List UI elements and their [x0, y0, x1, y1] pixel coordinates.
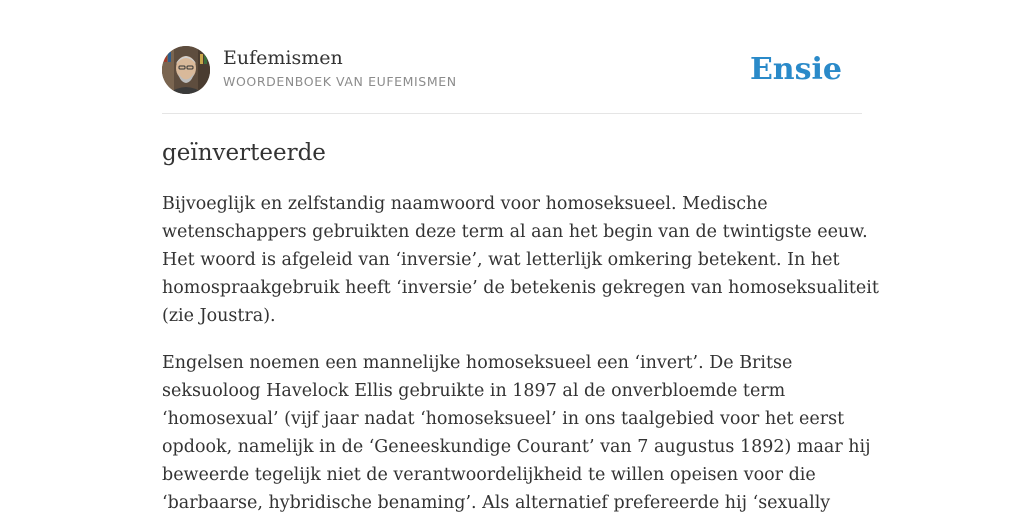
text-line: Het woord is afgeleid van ‘inversie’, wat letterlijk omkering betekent. In het — [162, 250, 840, 270]
text-line: seksuoloog Havelock Ellis gebruikte in 1897 al de onverbloemde term — [162, 381, 786, 401]
text-line: Engelsen noemen een mannelijke homoseksueel een ‘invert’. De Britse — [162, 353, 793, 373]
author-avatar[interactable] — [162, 46, 210, 94]
text-line: wetenschappers gebruikten deze term al aan het begin van de twintigste eeuw. — [162, 222, 868, 242]
paragraph — [162, 349, 871, 512]
header-divider — [162, 113, 862, 114]
text-line: ‘barbaarse, hybridische benaming’. Als alternatief prefereerde hij ‘sexually — [162, 493, 831, 512]
entry-body — [162, 190, 879, 512]
author-subtitle[interactable]: WOORDENBOEK VAN EUFEMISMEN — [223, 74, 457, 89]
entry-title: geïnverteerde — [162, 140, 326, 166]
paragraph — [162, 190, 879, 330]
text-line: ‘homosexual’ (vijf jaar nadat ‘homoseksueel’ in ons taalgebied voor het eerst — [162, 409, 845, 429]
brand-logo[interactable]: Ensie — [749, 52, 842, 87]
text-line: opdook, namelijk in de ‘Geneeskundige Courant’ van 7 augustus 1892) maar hij — [162, 437, 871, 457]
text-line: Bijvoeglijk en zelfstandig naamwoord voor homoseksueel. Medische — [162, 194, 768, 214]
text-line: beweerde tegelijk niet de verantwoordelijkheid te willen opeisen voor die — [162, 465, 816, 485]
text-line: homospraakgebruik heeft ‘inversie’ de betekenis gekregen van homoseksualiteit — [162, 278, 879, 298]
text-line: (zie Joustra). — [162, 306, 276, 326]
entry-header — [162, 46, 862, 96]
author-name[interactable]: Eufemismen — [223, 47, 343, 69]
avatar-portrait-icon — [162, 46, 210, 94]
